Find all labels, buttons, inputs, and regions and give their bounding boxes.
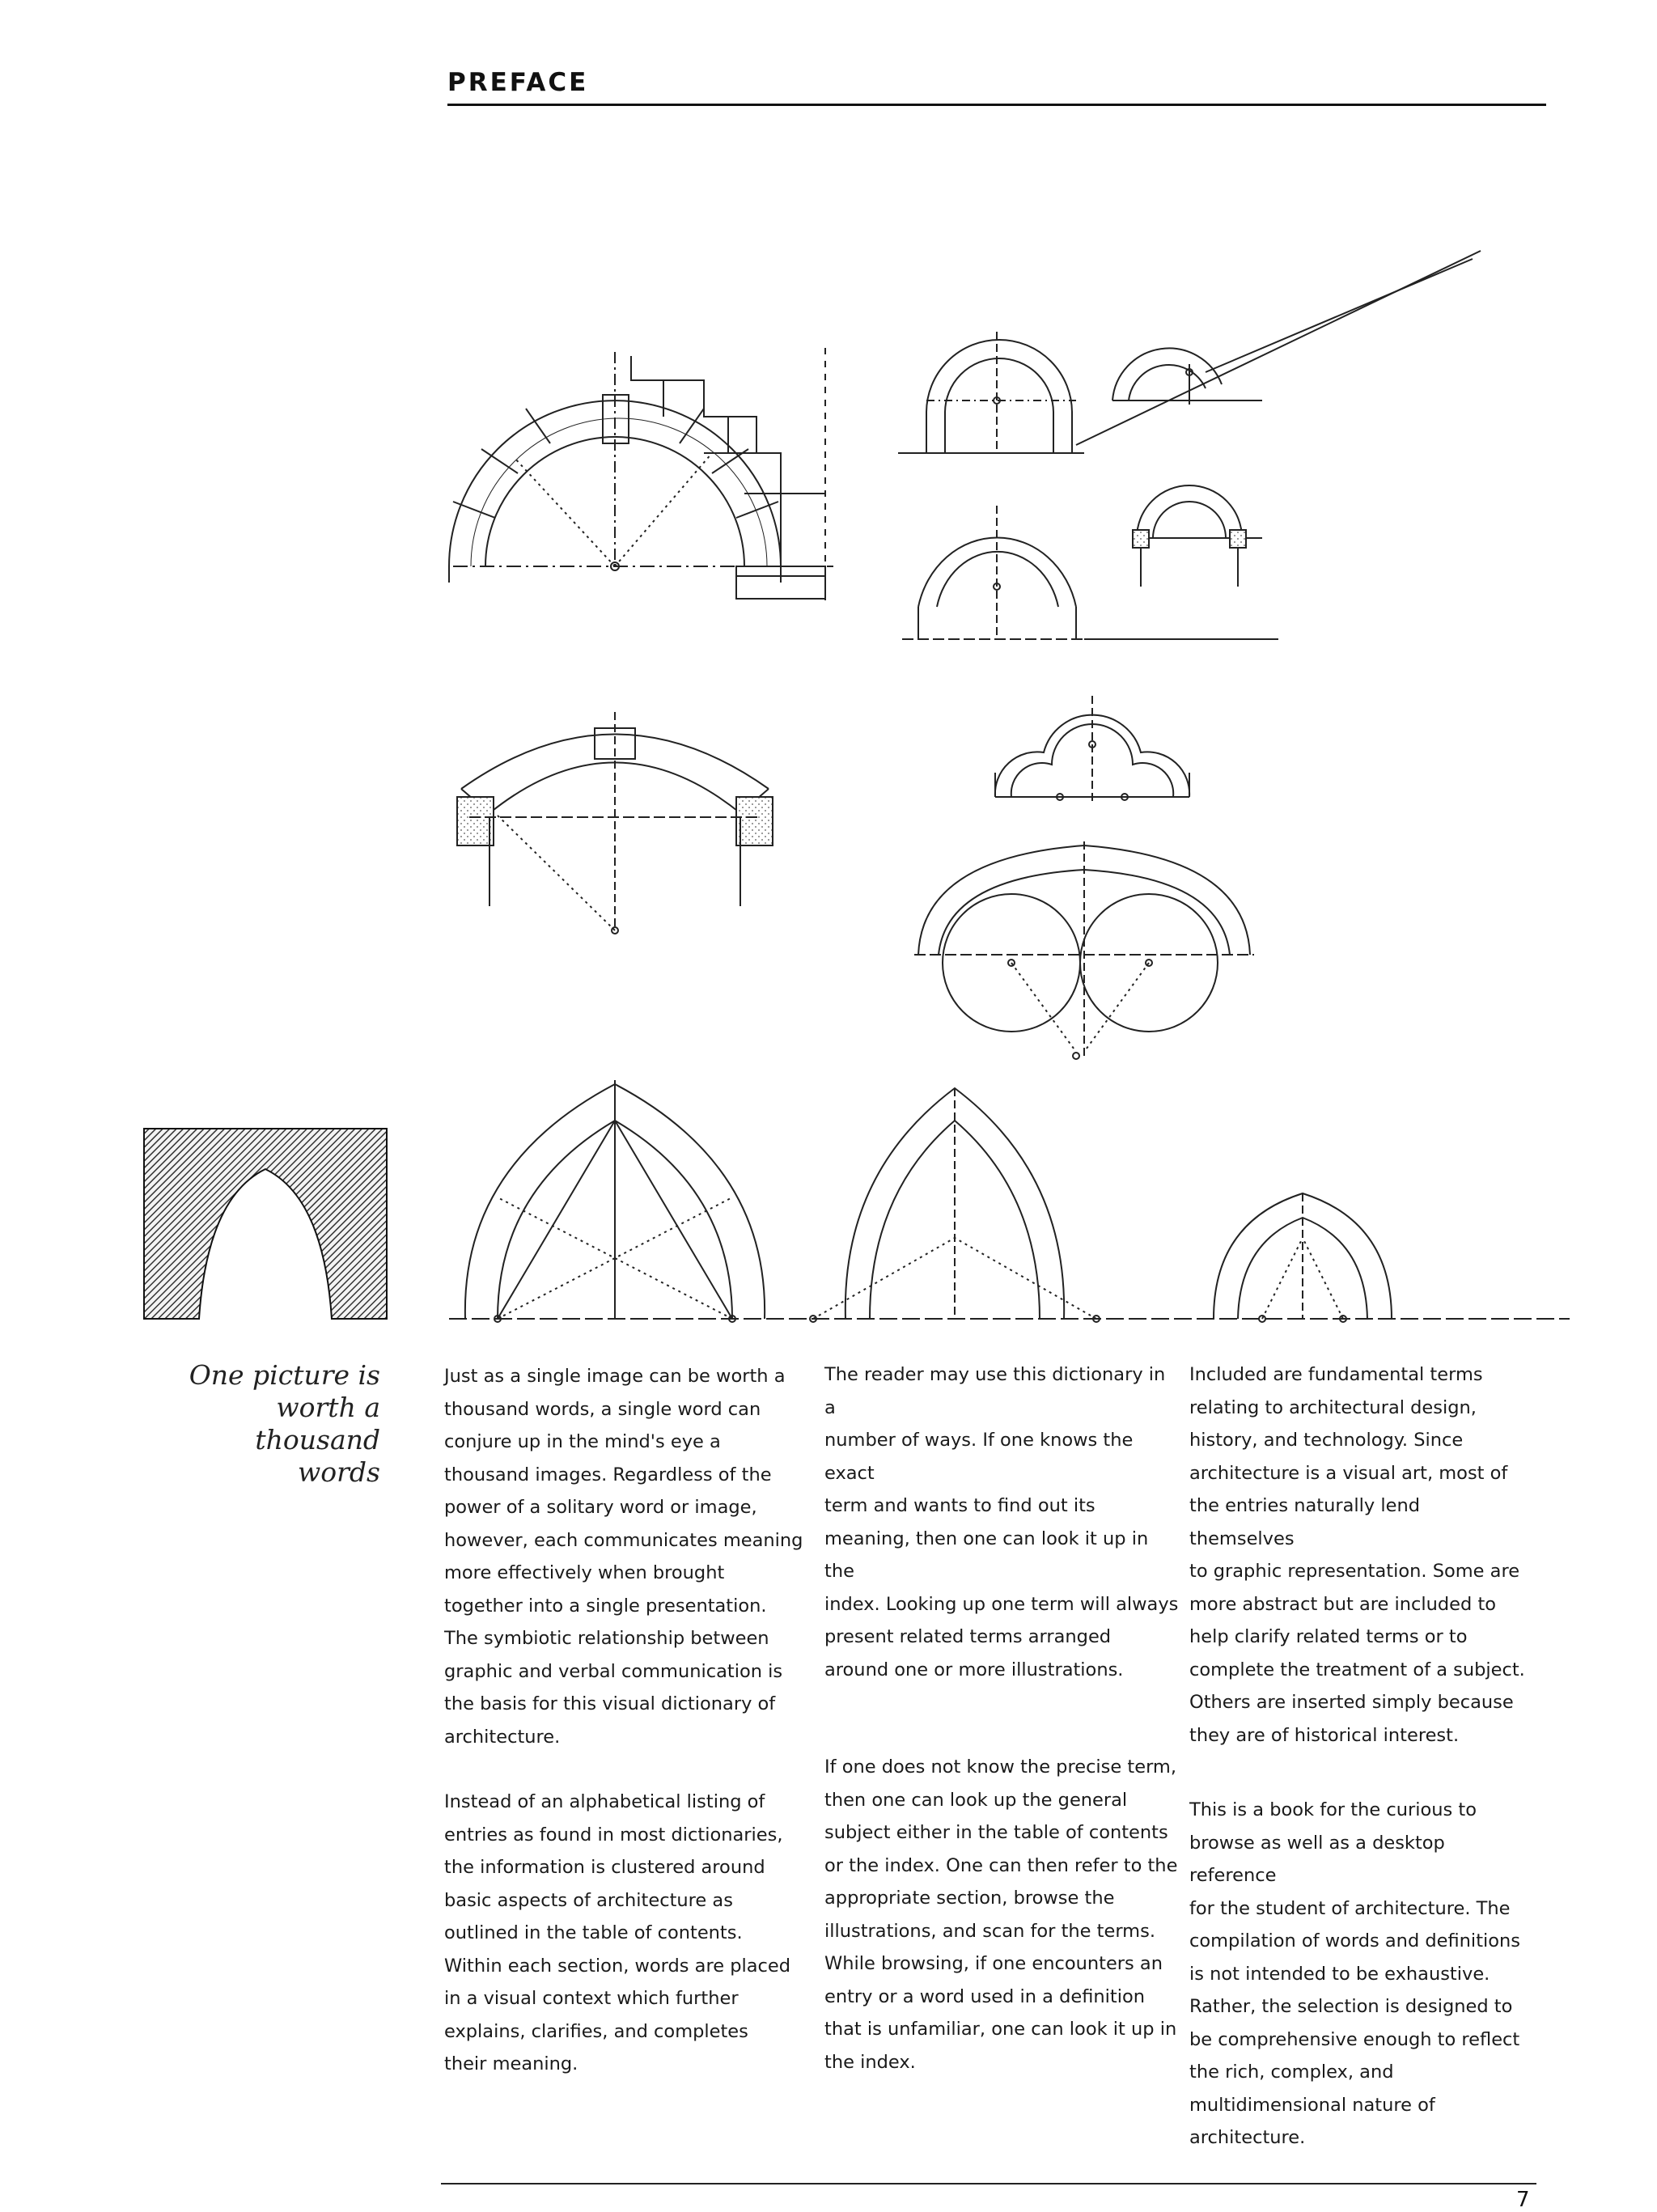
text-line: power of a solitary word or image, bbox=[444, 1497, 757, 1518]
text-line: architecture. bbox=[444, 1726, 561, 1748]
text-line: that is unfamiliar, one can look it up in bbox=[824, 2019, 1177, 2040]
text-line: Instead of an alphabetical listing of bbox=[444, 1791, 765, 1812]
text-line: complete the treatment of a subject. bbox=[1189, 1659, 1525, 1680]
text-line: meaning, then one can look it up in the bbox=[824, 1528, 1149, 1582]
text-line: number of ways. If one knows the exact bbox=[824, 1430, 1134, 1484]
text-line: thousand images. Regardless of the bbox=[444, 1464, 772, 1485]
text-line: outlined in the table of contents. bbox=[444, 1922, 743, 1943]
text-column-1 bbox=[444, 1360, 808, 2081]
text-line: entries as found in most dictionaries, bbox=[444, 1824, 783, 1845]
text-line: illustrations, and scan for the terms. bbox=[824, 1920, 1155, 1942]
text-line: The reader may use this dictionary in a bbox=[824, 1364, 1166, 1418]
text-line: to graphic representation. Some are bbox=[1189, 1561, 1520, 1582]
hatched-pointed-arch bbox=[144, 1129, 387, 1319]
semicircular-arch-drawing bbox=[449, 348, 833, 603]
text-line: or the index. One can then refer to the bbox=[824, 1854, 1178, 1876]
text-line: relating to architectural design, bbox=[1189, 1396, 1477, 1418]
text-line: together into a single presentation. bbox=[444, 1595, 767, 1617]
page-title: PREFACE bbox=[447, 68, 589, 97]
text-line: is not intended to be exhaustive. bbox=[1189, 1963, 1490, 1985]
text-line: This is a book for the curious to bbox=[1189, 1799, 1477, 1820]
text-line: they are of historical interest. bbox=[1189, 1724, 1460, 1746]
text-line: architecture. bbox=[1189, 2127, 1306, 2148]
text-line: present related terms arranged bbox=[824, 1626, 1112, 1647]
paragraph bbox=[444, 1360, 808, 1753]
margin-note-line: One picture is bbox=[189, 1359, 380, 1391]
margin-note bbox=[162, 1359, 380, 1489]
text-line: graphic and verbal communication is bbox=[444, 1660, 783, 1682]
text-line: thousand words, a single word can bbox=[444, 1398, 761, 1420]
text-line: be comprehensive enough to reflect bbox=[1189, 2028, 1520, 2050]
paragraph bbox=[824, 1751, 1180, 2079]
text-line: browse as well as a desktop reference bbox=[1189, 1832, 1445, 1886]
text-line: basic aspects of architecture as bbox=[444, 1889, 733, 1911]
text-column-3 bbox=[1189, 1358, 1529, 2155]
text-line: Within each section, words are placed bbox=[444, 1955, 791, 1977]
text-line: the index. bbox=[824, 2051, 916, 2073]
text-line: their meaning. bbox=[444, 2053, 578, 2074]
text-line: Rather, the selection is designed to bbox=[1189, 1996, 1513, 2017]
text-line: subject either in the table of contents bbox=[824, 1822, 1168, 1843]
text-line: around one or more illustrations. bbox=[824, 1659, 1124, 1680]
text-column-2 bbox=[824, 1358, 1180, 2079]
text-line: architecture is a visual art, most of bbox=[1189, 1462, 1508, 1484]
text-line: term and wants to find out its bbox=[824, 1495, 1095, 1516]
text-line: conjure up in the mind's eye a bbox=[444, 1431, 721, 1452]
text-line: If one does not know the precise term, bbox=[824, 1756, 1176, 1778]
paragraph bbox=[824, 1358, 1180, 1686]
paragraph bbox=[1189, 1794, 1529, 2155]
text-line: entry or a word used in a definition bbox=[824, 1985, 1145, 2007]
page-number: 7 bbox=[1516, 2188, 1530, 2212]
text-line: more effectively when brought bbox=[444, 1562, 725, 1583]
footer-rule bbox=[441, 2183, 1536, 2184]
text-line: for the student of architecture. The bbox=[1189, 1897, 1511, 1919]
text-line: While browsing, if one encounters an bbox=[824, 1953, 1163, 1974]
text-line: however, each communicates meaning bbox=[444, 1529, 803, 1551]
text-line: appropriate section, browse the bbox=[824, 1888, 1115, 1909]
basket-arch-drawing bbox=[914, 841, 1254, 1060]
text-line: then one can look up the general bbox=[824, 1789, 1128, 1811]
margin-note-line: words bbox=[298, 1456, 380, 1488]
trefoil-arch-drawing bbox=[995, 696, 1189, 801]
text-line: history, and technology. Since bbox=[1189, 1430, 1464, 1451]
margin-note-line: worth a thousand bbox=[255, 1392, 380, 1456]
text-line: multidimensional nature of bbox=[1189, 2094, 1435, 2116]
text-line: Others are inserted simply because bbox=[1189, 1692, 1514, 1713]
text-line: The symbiotic relationship between bbox=[444, 1628, 769, 1649]
text-line: the entries naturally lend themselves bbox=[1189, 1495, 1420, 1549]
paragraph bbox=[444, 1786, 808, 2081]
paragraph bbox=[1189, 1358, 1529, 1752]
text-line: explains, clarifies, and completes bbox=[444, 2020, 748, 2042]
segmental-arch-drawing bbox=[457, 712, 773, 934]
text-line: the basis for this visual dictionary of bbox=[444, 1693, 776, 1714]
text-line: the rich, complex, and bbox=[1189, 2062, 1394, 2083]
text-line: compilation of words and definitions bbox=[1189, 1930, 1521, 1951]
small-arch-drawings bbox=[898, 251, 1481, 639]
pointed-arch-drawings bbox=[449, 1080, 1570, 1322]
text-line: help clarify related terms or to bbox=[1189, 1626, 1468, 1647]
text-line: more abstract but are included to bbox=[1189, 1593, 1497, 1615]
text-line: Just as a single image can be worth a bbox=[444, 1366, 786, 1387]
text-line: the information is clustered around bbox=[444, 1857, 765, 1878]
text-line: index. Looking up one term will always bbox=[824, 1593, 1179, 1615]
text-line: in a visual context which further bbox=[444, 1988, 739, 2009]
text-line: Included are fundamental terms bbox=[1189, 1364, 1483, 1385]
